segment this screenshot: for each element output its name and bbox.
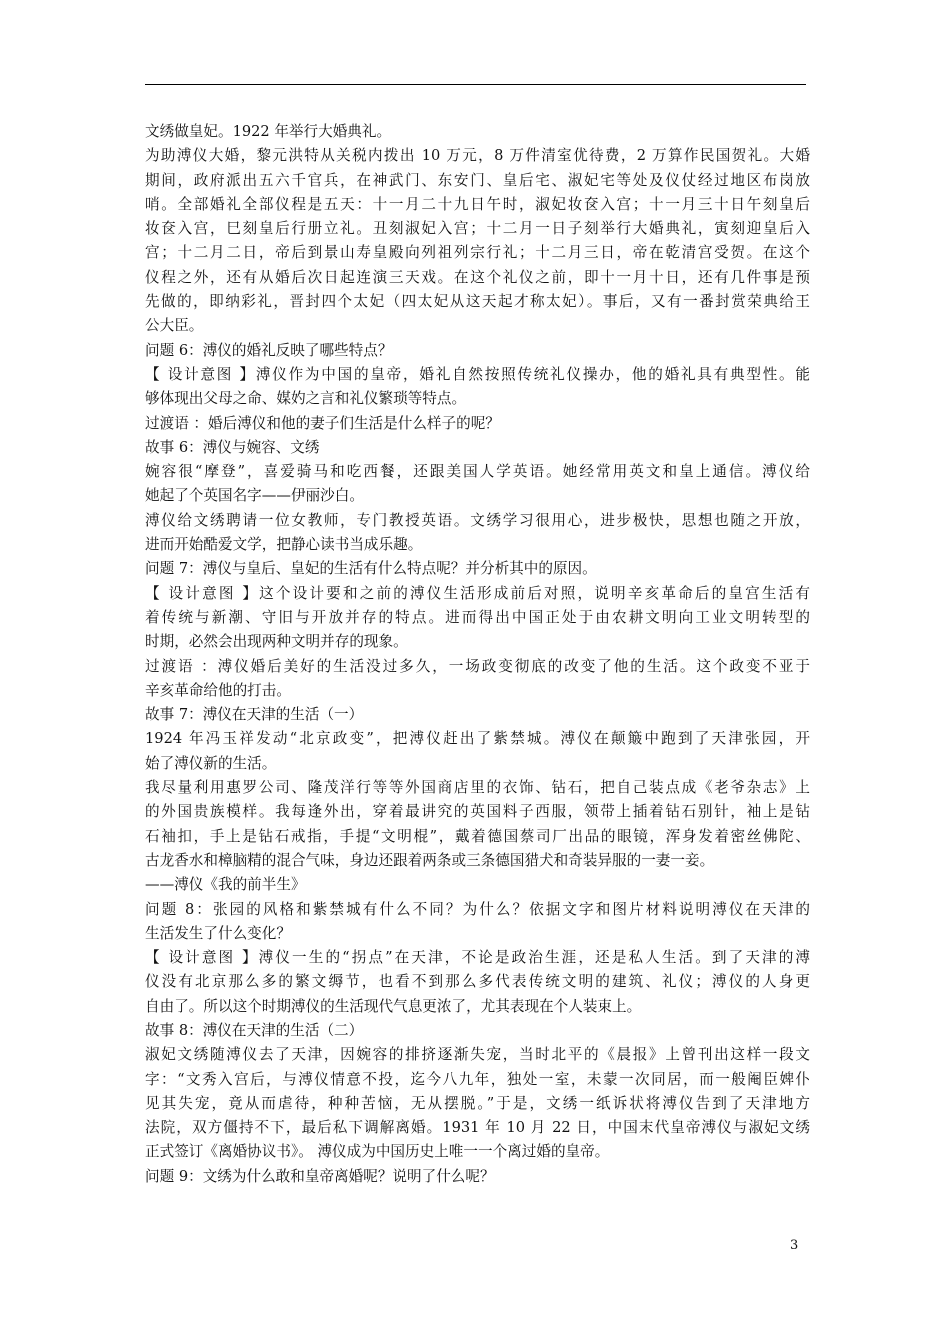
text-line: 见其失宠，竟从而虐待，种种苦恼，无从摆脱。”于是，文绣一纸诉状将溥仪告到了天津地方: [145, 1094, 810, 1112]
text-line: 文绣做皇妃。1922 年举行大婚典礼。: [145, 123, 392, 140]
text-line: 【 设计意图 】溥仪作为中国的皇帝，婚礼自然按照传统礼仪操办，他的婚礼具有典型性。能: [145, 365, 810, 383]
text-line: 石袖扣，手上是钻石戒指，手提“文明棍”，戴着德国蔡司厂出品的眼镜，浑身发着密丝佛陀、: [145, 827, 810, 845]
text-line: 古龙香水和樟脑精的混合气味，身边还跟着两条或三条德国猎犬和奇装异服的一妻一妾。: [145, 851, 715, 869]
text-line: 故事 7：溥仪在天津的生活（一）: [145, 706, 364, 724]
text-line: 【 设计意图 】这个设计要和之前的溥仪生活形成前后对照，说明辛亥革命后的皇宫生活有: [145, 584, 810, 602]
text-line: 时期，必然会出现两种文明并存的现象。: [145, 633, 408, 651]
text-line: 先做的，即纳彩礼，晋封四个太妃（四太妃从这天起才称太妃）。事后，又有一番封赏荣典给王: [145, 293, 810, 311]
text-line: 淑妃文绣随溥仪去了天津，因婉容的排挤逐渐失宠，当时北平的《晨报》上曾刊出这样一段文: [145, 1046, 810, 1064]
text-line: 仪没有北京那么多的繁文缛节，也看不到那么多代表传统文明的建筑、礼仪；溥仪的人身更: [145, 973, 810, 991]
text-line: 始了溥仪新的生活。: [145, 754, 277, 772]
text-line: 【 设计意图 】溥仪一生的“拐点”在天津，不论是政治生涯，还是私人生活。到了天津的溥: [145, 949, 810, 967]
text-line: 1924 年冯玉祥发动“北京政变”，把溥仪赶出了紫禁城。溥仪在颠簸中跑到了天津张园，开: [145, 730, 810, 748]
text-line: 过渡语 ：溥仪婚后美好的生活没过多久，一场政变彻底的改变了他的生活。这个政变不亚于: [145, 657, 810, 675]
text-line: 问题 6：溥仪的婚礼反映了哪些特点？: [145, 341, 393, 359]
text-line: 哨。全部婚礼全部仪程是五天：十一月二十九日午时，淑妃妆奁入宫；十一月三十日午刻皇后: [145, 195, 810, 213]
header-rule: [145, 84, 806, 85]
text-line: 婉容很“摩登”，喜爱骑马和吃西餐，还跟美国人学英语。她经常用英文和皇上通信。溥仪给: [145, 463, 810, 481]
text-line: 问题 9：文绣为什么敢和皇帝离婚呢？说明了什么呢？: [145, 1167, 495, 1185]
text-line: 问题 7：溥仪与皇后、皇妃的生活有什么特点呢？并分析其中的原因。: [145, 560, 597, 578]
text-line: 为助溥仪大婚，黎元洪特从关税内拨出 10 万元，8 万件清室优待费，2 万算作民国贺礼。大婚: [145, 147, 810, 165]
text-line: 她起了个英国名字——伊丽沙白。: [145, 487, 364, 505]
text-line: 法院，双方僵持不下，最后私下调解离婚。1931 年 10 月 22 日，中国末代皇帝溥仪与淑妃文绣: [145, 1119, 810, 1137]
text-line: 故事 6：溥仪与婉容、文绣: [145, 438, 320, 456]
text-line: 妆奁入宫，巳刻皇后行册立礼。丑刻淑妃入宫；十二月一日子刻举行大婚典礼，寅刻迎皇后入: [145, 220, 810, 238]
text-line: 仪程之外，还有从婚后次日起连演三天戏。在这个礼仪之前，即十一月十日，还有几件事是预: [145, 268, 810, 286]
text-line: 着传统与新潮、守旧与开放并存的特点。进而得出中国正处于由农耕文明向工业文明转型的: [145, 608, 810, 626]
text-line: 够体现出父母之命、媒妁之言和礼仪繁琐等特点。: [145, 390, 467, 408]
text-line: 期间，政府派出五六千官兵，在神武门、东安门、皇后宅、淑妃宅等处及仪仗经过地区布岗放: [145, 171, 810, 189]
text-line: 正式签订《离婚协议书》。 溥仪成为中国历史上唯一一个离过婚的皇帝。: [145, 1143, 610, 1161]
text-line: 的外国贵族模样。我每逢外出，穿着最讲究的英国料子西服，领带上插着钻石别针，袖上是钻: [145, 803, 810, 821]
text-line: ——溥仪《我的前半生》: [145, 876, 306, 894]
page-number: 3: [790, 1238, 799, 1253]
text-line: 故事 8：溥仪在天津的生活（二）: [145, 1021, 364, 1039]
text-line: 进而开始酷爱文学，把静心读书当成乐趣。: [145, 536, 423, 554]
text-line: 溥仪给文绣聘请一位女教师，专门教授英语。文绣学习很用心，进步极快，思想也随之开放，: [145, 511, 810, 529]
text-line: 自由了。所以这个时期溥仪的生活现代气息更浓了，尤其表现在个人装束上。: [145, 997, 642, 1015]
text-line: 生活发生了什么变化？: [145, 924, 291, 942]
text-line: 字：“文秀入宫后，与溥仪情意不投，迄今八九年，独处一室，未蒙一次同居，而一般阉臣婢仆: [145, 1070, 810, 1088]
text-line: 辛亥革命给他的打击。: [145, 681, 291, 699]
text-line: 公大臣。: [145, 317, 204, 335]
document-body: [145, 120, 810, 1189]
text-line: 我尽量利用惠罗公司、隆茂洋行等等外国商店里的衣饰、钻石，把自己装点成《老爷杂志》上: [145, 779, 810, 797]
text-line: 过渡语 ：婚后溥仪和他的妻子们生活是什么样子的呢？: [145, 414, 500, 432]
text-line: 宫；十二月二日，帝后到景山寿皇殿向列祖列宗行礼；十二月三日，帝在乾清宫受贺。在这个: [145, 244, 810, 262]
text-line: 问题 8：张园的风格和紫禁城有什么不同？为什么？依据文字和图片材料说明溥仪在天津的: [145, 900, 810, 918]
